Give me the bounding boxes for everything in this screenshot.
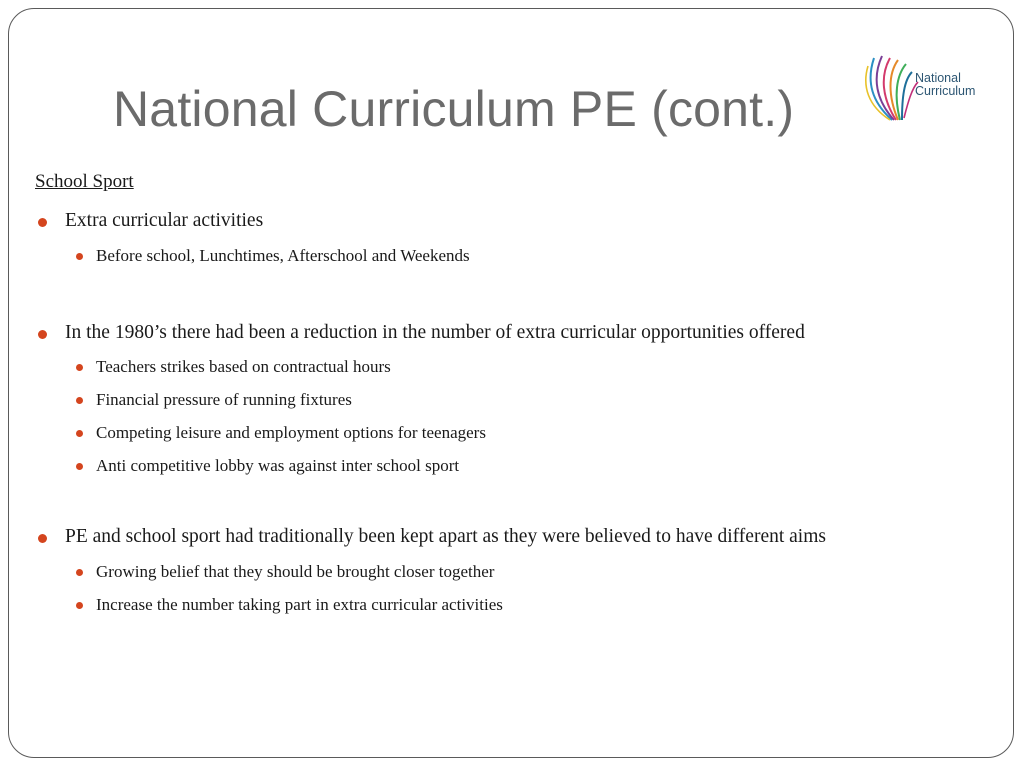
bullet-dot-icon — [76, 364, 83, 371]
sub-bullet-text: Increase the number taking part in extra curricular activities — [96, 595, 503, 614]
bullet-dot-icon — [76, 569, 83, 576]
sub-bullet-text: Teachers strikes based on contractual hours — [96, 357, 391, 376]
bullet-dot-icon — [76, 253, 83, 260]
bullet-dot-icon — [76, 463, 83, 470]
sub-bullet-text: Competing leisure and employment options for teenagers — [96, 423, 486, 442]
national-curriculum-logo — [862, 52, 990, 124]
bullet-dot-icon — [38, 534, 47, 543]
sub-bullet-text: Before school, Lunchtimes, Afterschool and Weekends — [96, 246, 470, 265]
bullet-dot-icon — [76, 430, 83, 437]
flame-icon — [862, 52, 922, 124]
sub-bullet-text: Financial pressure of running fixtures — [96, 390, 352, 409]
sub-bullet-text: Anti competitive lobby was against inter school sport — [96, 456, 460, 475]
logo-line-1: National — [915, 71, 961, 85]
logo-text — [915, 72, 975, 98]
bullet-dot-icon — [76, 397, 83, 404]
bullet-text: Extra curricular activities — [65, 210, 264, 231]
bullet-dot-icon — [38, 330, 47, 339]
slide-title: National Curriculum PE (cont.) — [113, 81, 795, 137]
sub-bullet-text: Growing belief that they should be brought closer together — [96, 562, 495, 581]
bullet-text: In the 1980’s there had been a reduction in the number of extra curricular opportunities offered — [65, 322, 805, 343]
bullet-text: PE and school sport had traditionally been kept apart as they were believed to have different aims — [65, 526, 826, 547]
bullet-dot-icon — [76, 602, 83, 609]
bullet-dot-icon — [38, 218, 47, 227]
section-subheading: School Sport — [35, 171, 134, 192]
logo-line-2: Curriculum — [915, 84, 976, 98]
